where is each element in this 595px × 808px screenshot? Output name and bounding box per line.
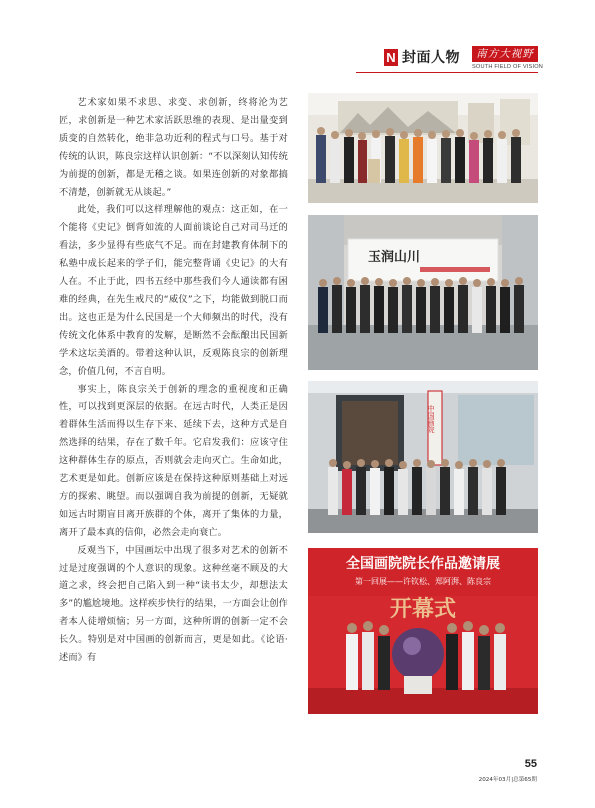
- article-paragraph: 此处，我们可以这样理解他的观点：这正如，在一个能将《史记》倒背如流的人面前谈论自己对司马迁的看法，多少显得有些底气不足。而在封建教育体制下的私塾中成长起来的学子们，能完整背诵《史记》的大有人在。不止于此，四书五经中那些我们今人通读都有困难的经典，在先生戒尺的“威仪”之下，均能做到脱口而出。这也正是为什么民国是一个大师频出的时代，没有传统文化体系中教育的发解，是断然不会酝酿出民国新学术这坛美酒的。带着这种认识，反观陈良宗的创新理念，价值几何，不言自明。: [59, 204, 288, 377]
- article-paragraph: 反观当下，中国画坛中出现了很多对艺术的创新不过是过度强调的个人意识的现象。这种丝毫不顾及的大道之求，终会把自己陷入到一种“读书太少，却想法太多”的尴尬境地。这样疾步快行的结果，一方面会让创作者本人徒增烦恼；另一方面，这种所谓的创新一定不会长久。特别是对中国画的创新而言，更是如此。《论语·述而》有: [59, 544, 289, 664]
- section-logo: N: [384, 49, 398, 66]
- ceremony-overlay: 开幕式: [389, 596, 457, 622]
- header-divider: [356, 72, 538, 73]
- section-title: 封面人物: [402, 50, 460, 66]
- exhibition-subtitle: 第一回展——许钦松、郑阿湃、陈良宗: [355, 577, 491, 586]
- magazine-subtitle: SOUTH FIELD OF VISION: [472, 64, 544, 70]
- exhibition-title: 全国画院院长作品邀请展: [346, 556, 500, 572]
- banner-title: 玉润山川: [368, 250, 421, 265]
- page-number: 55: [524, 758, 537, 770]
- article-paragraph: 艺术家如果不求思、求变、求创新，终将沦为艺匠，求创新是一种艺术家活跃思维的表现、是出量变到质变的自然转化，绝非急功近利的程式与口号。基于对传统的认识，陈良宗这样认识创新：“不以深刻认知传统为前提的创新，都是无稽之谈。如果连创新的对象都搞不清楚，创新就无从谈起。”: [59, 97, 289, 198]
- photo-gallery-group: [308, 93, 538, 203]
- institute-sign: 中国画院: [427, 405, 435, 433]
- photo-opening-ceremony: [308, 548, 538, 714]
- issue-line: 2024年03月|总第65期: [478, 777, 537, 783]
- photo-institute-group: [308, 381, 538, 533]
- magazine-name: 南方大视野: [472, 46, 538, 62]
- article-body: [59, 94, 288, 667]
- photo-banner-group: [308, 215, 538, 370]
- article-paragraph: 事实上，陈良宗关于创新的理念的重视度和正确性，可以找到更深层的依据。在远古时代，人类正是因着群体生活而得以生存下来、延续下去，这种方式是自然选择的结果，存在了数千年。它启发我们：应该守住这种群体生存的原点，否则就会走向灭亡。生命如此，艺术更是如此。创新应该是在保持这种原则基础上对远方的探索、眺望。而以强调自我为前提的创新，无疑就如远古时期盲目离开族群的个体，离开了集体的力量，离开了最本真的信仰，必然会走向衰亡。: [59, 383, 288, 538]
